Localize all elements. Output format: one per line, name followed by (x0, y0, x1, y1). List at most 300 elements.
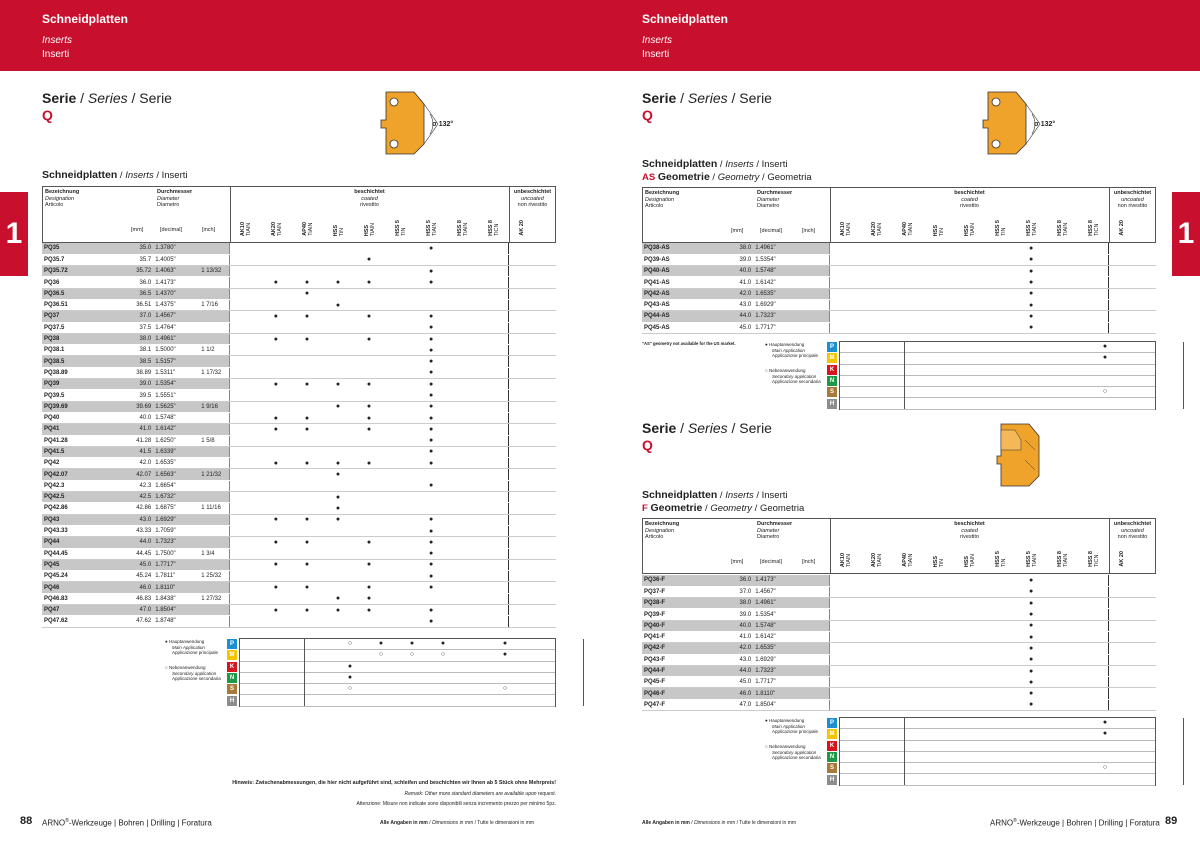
diameter-inch: 1 25/32 (199, 571, 229, 582)
diameter-decimal: 1.4173" (753, 575, 799, 586)
availability-cell (322, 288, 353, 299)
serie-de: Serie (42, 90, 77, 106)
page-number-left: 88 (20, 815, 33, 827)
availability-cell (385, 559, 416, 570)
availability-cell (1078, 665, 1109, 676)
table-row (642, 266, 1156, 277)
availability-cell (447, 277, 478, 288)
availability-cell (478, 605, 509, 616)
availability-cell: ● (416, 333, 447, 344)
diameter-inch (199, 390, 229, 401)
diameter-decimal: 1.3780" (153, 243, 199, 254)
table-row (42, 356, 556, 367)
availability-cell (385, 582, 416, 593)
table-row (42, 458, 556, 469)
diameter-mm: 39.69 (100, 401, 153, 412)
availability-cell (260, 401, 291, 412)
availability-cell (1078, 266, 1109, 277)
availability-cell (322, 356, 353, 367)
availability-cell: ● (1016, 299, 1047, 310)
availability-cell (260, 254, 291, 265)
availability-cell: ● (416, 514, 447, 525)
diameter-mm: 40.0 (700, 620, 753, 631)
diameter-decimal: 1.7059" (153, 525, 199, 536)
diameter-mm: 41.0 (100, 424, 153, 435)
availability-cell (478, 345, 509, 356)
availability-cell (416, 503, 447, 514)
designation: PQ45-F (642, 677, 700, 688)
diameter-decimal: 1.8110" (753, 688, 799, 699)
table-row (642, 665, 1156, 676)
availability-cell (229, 514, 260, 525)
legend-mark: ○ (440, 651, 446, 659)
availability-cell (322, 435, 353, 446)
availability-cell (229, 288, 260, 299)
legend-line: Applicazione secondaria (172, 676, 221, 681)
table-row (642, 609, 1156, 620)
availability-cell (447, 525, 478, 536)
diameter-decimal: 1.5748" (753, 266, 799, 277)
availability-cell (322, 446, 353, 457)
diameter-mm: 41.0 (700, 631, 753, 642)
designation: PQ41-F (642, 631, 700, 642)
availability-cell (509, 412, 556, 423)
diameter-mm: 46.0 (700, 688, 753, 699)
availability-cell (322, 367, 353, 378)
grade-coating: TiAlN (308, 222, 314, 236)
availability-cell (354, 367, 385, 378)
designation: PQ36.5 (42, 288, 100, 299)
availability-cell (985, 665, 1016, 676)
diameter-decimal: 1.6654" (153, 480, 199, 491)
material-badge-K: K (827, 741, 837, 751)
availability-cell: ● (260, 379, 291, 390)
availability-cell (260, 548, 291, 559)
table-row (642, 654, 1156, 665)
table-row (42, 277, 556, 288)
availability-cell (1078, 299, 1109, 310)
header-divider (230, 187, 231, 242)
header-line: rivestito (960, 534, 979, 540)
geom-en: Geometry (710, 503, 753, 514)
availability-cell (1109, 311, 1156, 322)
grade-label (1119, 551, 1125, 567)
serie-de: Serie (642, 420, 677, 436)
availability-cell (385, 277, 416, 288)
legend-line: ● Hauptanwendung (765, 718, 805, 723)
grade-coating: TiAlN (1063, 222, 1069, 236)
availability-cell: ● (322, 299, 353, 310)
availability-cell (509, 322, 556, 333)
coated-group (830, 521, 1109, 541)
availability-cell: ● (291, 582, 322, 593)
availability-cell (322, 311, 353, 322)
availability-cell (1047, 609, 1078, 620)
header-label (45, 189, 79, 209)
availability-cell (860, 266, 891, 277)
page-number-right: 89 (1165, 815, 1178, 827)
grade-label (964, 223, 976, 236)
header-label (157, 189, 192, 209)
designation: PQ39.69 (42, 401, 100, 412)
availability-cell (1047, 299, 1078, 310)
unit-label: [mm] (731, 228, 744, 234)
availability-cell (385, 480, 416, 491)
diameter-mm: 45.0 (700, 677, 753, 688)
availability-cell: ● (354, 424, 385, 435)
diameter-decimal: 1.5551" (153, 390, 199, 401)
availability-cell (478, 593, 509, 604)
diameter-inch (799, 277, 829, 288)
availability-cell (860, 575, 891, 586)
designation: PQ42.5 (42, 492, 100, 503)
availability-cell: ● (1016, 677, 1047, 688)
header-line: rivestito (960, 203, 979, 209)
diameter-mm: 47.62 (100, 616, 153, 627)
availability-cell (354, 480, 385, 491)
material-badge-S: S (827, 387, 837, 397)
table-row (42, 401, 556, 412)
availability-cell: ● (354, 277, 385, 288)
designation: PQ43.33 (42, 525, 100, 536)
table-row (642, 699, 1156, 710)
availability-cell (985, 654, 1016, 665)
designation: PQ36-F (642, 575, 700, 586)
availability-cell (322, 548, 353, 559)
availability-cell (385, 514, 416, 525)
availability-cell (354, 356, 385, 367)
geom-en: Geometry (717, 172, 760, 183)
availability-cell (416, 254, 447, 265)
material-badge-S: S (827, 763, 837, 773)
availability-cell (260, 435, 291, 446)
availability-cell (478, 243, 509, 254)
header-line: Articolo (45, 202, 64, 208)
diameter-mm: 42.0 (100, 458, 153, 469)
f-inserts-table (642, 575, 1156, 711)
availability-cell (229, 446, 260, 457)
designation: PQ42-AS (642, 288, 700, 299)
header-label (645, 521, 679, 541)
availability-cell (260, 322, 291, 333)
availability-cell (985, 288, 1016, 299)
availability-cell: ● (291, 559, 322, 570)
grade-name: AK10 (840, 552, 846, 567)
availability-cell (509, 480, 556, 491)
availability-cell (1047, 620, 1078, 631)
availability-cell: ● (1016, 243, 1047, 254)
as-inserts-table (642, 243, 1156, 334)
diameter-decimal: 1.6535" (753, 288, 799, 299)
diameter-decimal: 1.8748" (153, 616, 199, 627)
availability-cell (985, 620, 1016, 631)
unit-label: [inch] (202, 227, 216, 233)
sep: / (153, 170, 162, 181)
diameter-inch (199, 379, 229, 390)
availability-cell: ● (291, 412, 322, 423)
availability-cell (260, 593, 291, 604)
sep: / (752, 503, 760, 514)
table-row (642, 598, 1156, 609)
designation: PQ38.5 (42, 356, 100, 367)
table-row (642, 688, 1156, 699)
sep: / (727, 90, 740, 106)
availability-cell: ● (291, 458, 322, 469)
availability-cell (447, 458, 478, 469)
diameter-mm: 40.0 (700, 266, 753, 277)
legend-mark: ○ (1102, 764, 1108, 772)
availability-cell (985, 277, 1016, 288)
diameter-inch (799, 598, 829, 609)
availability-cell (447, 367, 478, 378)
availability-cell: ● (322, 401, 353, 412)
availability-cell (354, 435, 385, 446)
availability-cell (509, 277, 556, 288)
legend-text (165, 639, 218, 656)
grade-coating: TiAlN (463, 222, 469, 236)
diameter-inch (199, 254, 229, 265)
brand-footer-left: ARNO®-Werkzeuge | Bohren | Drilling | Foratura (42, 818, 212, 828)
diameter-inch (199, 525, 229, 536)
availability-cell (291, 480, 322, 491)
availability-cell: ● (416, 277, 447, 288)
grade-name: AK 20 (1119, 551, 1125, 567)
availability-cell (385, 605, 416, 616)
availability-cell (891, 598, 922, 609)
availability-cell (447, 243, 478, 254)
legend-mark: ● (1102, 354, 1108, 362)
diameter-decimal: 1.6563" (153, 469, 199, 480)
availability-cell (478, 254, 509, 265)
availability-cell (1078, 254, 1109, 265)
availability-cell (985, 643, 1016, 654)
legend-mark: ● (502, 651, 508, 659)
availability-cell (385, 379, 416, 390)
legend-divider (583, 639, 584, 706)
diameter-mm: 38.0 (100, 333, 153, 344)
availability-cell (829, 620, 860, 631)
availability-cell (954, 311, 985, 322)
grade-name: AK 20 (519, 220, 525, 236)
availability-cell: ● (260, 514, 291, 525)
availability-cell (447, 537, 478, 548)
material-badge-M: M (227, 650, 237, 660)
designation: PQ45.24 (42, 571, 100, 582)
diameter-mm: 44.45 (100, 548, 153, 559)
diameter-decimal: 1.6929" (753, 654, 799, 665)
availability-cell (291, 525, 322, 536)
grade-coating: TiAlN (246, 222, 252, 236)
availability-cell: ● (260, 333, 291, 344)
unit-label: [decimal] (160, 227, 183, 233)
diameter-inch: 1 5/8 (199, 435, 229, 446)
diameter-mm: 35.7 (100, 254, 153, 265)
sep: / (117, 170, 126, 181)
availability-cell (509, 616, 556, 627)
availability-cell (1109, 643, 1156, 654)
header-line: uncoated (1121, 527, 1144, 534)
diameter-decimal: 1.4567" (153, 311, 199, 322)
header-line: Diameter (757, 527, 780, 534)
availability-cell (954, 586, 985, 597)
availability-cell (416, 492, 447, 503)
grade-coating: TiAlN (277, 222, 283, 236)
grade-name: HSS 5 (995, 220, 1001, 236)
availability-cell (447, 582, 478, 593)
grade-label (1026, 551, 1038, 567)
as-note: "AS" geometry not available for the US market. (642, 341, 736, 346)
grade-label (395, 220, 407, 236)
material-badge-K: K (827, 365, 837, 375)
availability-cell (385, 424, 416, 435)
availability-cell: ● (416, 367, 447, 378)
availability-cell (1078, 609, 1109, 620)
availability-cell (447, 605, 478, 616)
brand-nav: Bohren | Drilling | Foratura (118, 818, 212, 828)
diameter-inch (799, 586, 829, 597)
availability-cell: ● (1016, 654, 1047, 665)
serie-de: Serie (642, 90, 677, 106)
availability-cell (1047, 643, 1078, 654)
availability-cell: ● (291, 605, 322, 616)
dims-de: Alle Angaben in mm (642, 820, 690, 826)
legend-line: Secondary application (772, 749, 817, 755)
availability-cell (954, 699, 985, 710)
availability-cell (447, 299, 478, 310)
availability-cell (354, 616, 385, 627)
availability-cell: ● (416, 401, 447, 412)
grade-coating: TiAlN (877, 553, 883, 567)
availability-cell (985, 243, 1016, 254)
grade-label (1119, 220, 1125, 236)
serie-heading-f (642, 420, 772, 453)
material-badge-N: N (227, 673, 237, 683)
diameter-mm: 37.5 (100, 322, 153, 333)
designation: PQ39.5 (42, 390, 100, 401)
diameter-decimal: 1.7717" (153, 559, 199, 570)
availability-cell (1047, 598, 1078, 609)
diameter-decimal: 1.5157" (153, 356, 199, 367)
availability-cell (354, 503, 385, 514)
availability-cell (354, 514, 385, 525)
diameter-inch (199, 243, 229, 254)
availability-cell (478, 311, 509, 322)
material-badge-M: M (827, 729, 837, 739)
designation: PQ35.72 (42, 266, 100, 277)
diameter-mm: 43.33 (100, 525, 153, 536)
sep: / (717, 159, 726, 170)
diameter-decimal: 1.6339" (153, 446, 199, 457)
header-line: Diameter (757, 196, 780, 203)
availability-cell (1078, 575, 1109, 586)
availability-cell (385, 254, 416, 265)
table-row (42, 469, 556, 480)
legend-text (165, 665, 221, 682)
header-divider (509, 187, 510, 242)
geom-de: Geometrie (657, 171, 710, 183)
grade-name: HSS (964, 555, 970, 567)
uncoated-group (1109, 190, 1156, 210)
availability-cell (1078, 322, 1109, 333)
availability-cell (291, 593, 322, 604)
availability-cell (509, 469, 556, 480)
designation: PQ37-F (642, 586, 700, 597)
header-line: uncoated (521, 195, 544, 202)
availability-cell (509, 288, 556, 299)
coated-group (830, 190, 1109, 210)
availability-cell (354, 345, 385, 356)
diameter-decimal: 1.7323" (153, 537, 199, 548)
availability-cell (478, 616, 509, 627)
availability-cell (478, 333, 509, 344)
section-de: Schneidplatten (642, 489, 718, 501)
material-badge-N: N (827, 376, 837, 386)
diameter-inch (199, 616, 229, 627)
grade-name: HSS (933, 224, 939, 236)
availability-cell (478, 379, 509, 390)
availability-cell (954, 688, 985, 699)
availability-cell (922, 643, 953, 654)
diameter-decimal: 1.6732" (153, 492, 199, 503)
header-line: Designation (645, 196, 675, 203)
availability-cell (1047, 699, 1078, 710)
availability-cell (860, 609, 891, 620)
availability-cell: ● (1016, 575, 1047, 586)
availability-cell (922, 609, 953, 620)
diameter-inch: 1 13/32 (199, 266, 229, 277)
insert-geometry-drawing (378, 88, 468, 156)
availability-cell: ● (354, 458, 385, 469)
availability-cell (891, 311, 922, 322)
availability-cell (1047, 586, 1078, 597)
table-row (42, 333, 556, 344)
availability-cell (860, 631, 891, 642)
designation: PQ45 (42, 559, 100, 570)
availability-cell (447, 288, 478, 299)
diameter-inch (199, 333, 229, 344)
availability-cell (447, 469, 478, 480)
availability-cell (509, 367, 556, 378)
availability-cell (954, 609, 985, 620)
availability-cell: ● (260, 537, 291, 548)
availability-cell (829, 699, 860, 710)
grade-coating: TiAlN (846, 222, 852, 236)
header-line: beschichtet (354, 189, 385, 195)
availability-cell: ● (354, 537, 385, 548)
grade-coating: TiAlN (877, 222, 883, 236)
availability-cell: ● (416, 525, 447, 536)
availability-cell (1047, 311, 1078, 322)
availability-cell (509, 525, 556, 536)
availability-cell (860, 654, 891, 665)
availability-cell (416, 288, 447, 299)
availability-cell (260, 503, 291, 514)
availability-cell (354, 571, 385, 582)
header-line: Diametro (757, 534, 780, 540)
grade-coating: TiCN (494, 223, 500, 236)
diameter-decimal: 1.4961" (753, 598, 799, 609)
legend-mark: ○ (347, 685, 353, 693)
availability-cell (354, 322, 385, 333)
header-line: unbeschichtet (1113, 190, 1152, 196)
availability-cell (229, 266, 260, 277)
availability-cell (260, 469, 291, 480)
availability-cell (860, 643, 891, 654)
legend-row (840, 752, 1155, 763)
availability-cell (478, 559, 509, 570)
availability-cell: ● (354, 401, 385, 412)
availability-cell (478, 435, 509, 446)
